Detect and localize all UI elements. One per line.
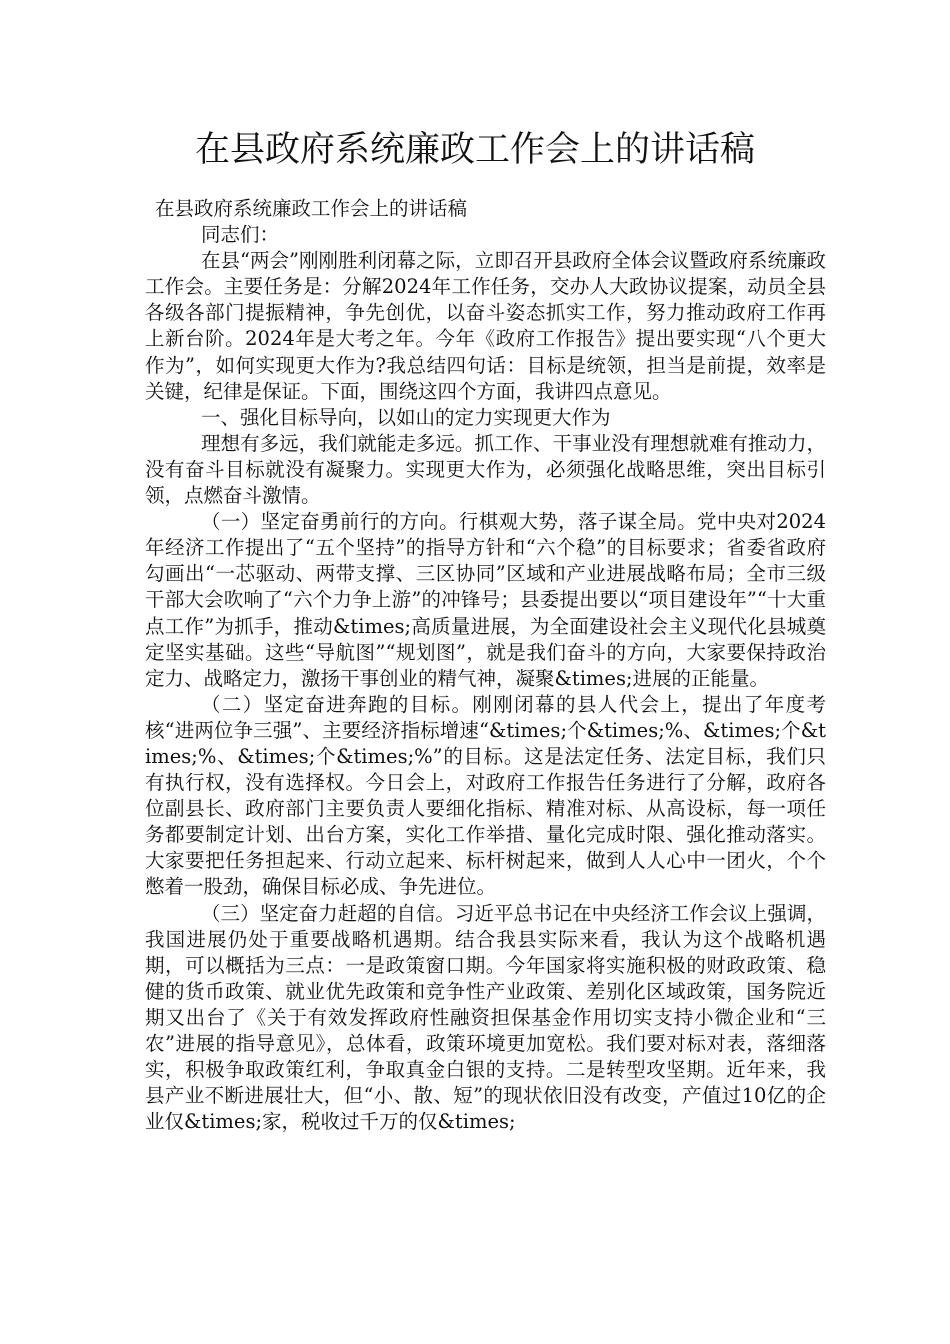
paragraph-subsection-2: （二）坚定奋进奔跑的目标。刚刚闭幕的县人代会上，提出了年度考核“进两位争三强”、主要经济指标增速“&times;个&times;%、&times;个&times;%、&times;个&times;%”的目标。这是法定任务、法定目标，我们只有执行权，没有选择权。今日会上，对政府工作报告任务进行了分解，政府各位副县长、政府部门主要负责人要细化指标、精准对标、从高设标，每一项任务都要制定计划、出台方案，实化工作举措、量化完成时限、强化推动落实。大家要把任务担起来、行动立起来、标杆树起来，做到人人心中一团火，个个憋着一股劲，确保目标必成、争先进位。 — [145, 692, 826, 899]
paragraph-subsection-1: （一）坚定奋勇前行的方向。行棋观大势，落子谋全局。党中央对2024年经济工作提出了“五个坚持”的指导方针和“六个稳”的目标要求；省委省政府勾画出“一芯驱动、两带支撑、三区协同”区域和产业进展战略布局；全市三级干部大会吹响了“六个力争上游”的冲锋号；县委提出要以“项目建设年”“十大重点工作”为抓手，推动&times;高质量进展，为全面建设社会主义现代化县城奠定坚实基础。这些“导航图”“规划图”，就是我们奋斗的方向，大家要保持政治定力、战略定力，激扬干事创业的精气神，凝聚&times;进展的正能量。 — [145, 510, 826, 690]
document-title: 在县政府系统廉政工作会上的讲话稿 — [194, 130, 755, 170]
paragraph-section-1: 理想有多远，我们就能走多远。抓工作、干事业没有理想就难有推动力，没有奋斗目标就没有凝聚力。实现更大作为，必须强化战略思维，突出目标引领，点燃奋斗激情。 — [145, 431, 826, 508]
section-heading-1: 一、强化目标导向，以如山的定力实现更大作为 — [201, 405, 611, 429]
document-body — [145, 196, 826, 1135]
document-subtitle: 在县政府系统廉政工作会上的讲话稿 — [155, 197, 468, 220]
paragraph-subsection-3: （三）坚定奋力赶超的自信。习近平总书记在中央经济工作会议上强调，我国进展仍处于重要战略机遇期。结合我县实际来看，我认为这个战略机遇期，可以概括为三点：一是政策窗口期。今年国家将实施积极的财政政策、稳健的货币政策、就业优先政策和竞争性产业政策、差别化区域政策，国务院近期又出台了《关于有效发挥政府性融资担保基金作用切实支持小微企业和“三农”进展的指导意见》，总体看，政策环境更加宽松。我们要对标对表，落细落实，积极争取政策红利，争取真金白银的支持。二是转型攻坚期。近年来，我县产业不断进展壮大，但“小、散、短”的现状依旧没有改变，产值过10亿的企业仅&times;家，税收过千万的仅&times; — [145, 901, 826, 1134]
salutation: 同志们： — [201, 223, 280, 247]
paragraph-intro: 在县“两会”刚刚胜利闭幕之际，立即召开县政府全体会议暨政府系统廉政工作会。主要任务是：分解2024年工作任务，交办人大政协议提案，动员全县各级各部门提振精神，争先创优，以奋斗姿态抓实工作，努力推动政府工作再上新台阶。2024年是大考之年。今年《政府工作报告》提出要实现“八个更大作为”，如何实现更大作为?我总结四句话：目标是统领，担当是前提，效率是关键，纪律是保证。下面，围绕这四个方面，我讲四点意见。 — [145, 249, 826, 403]
